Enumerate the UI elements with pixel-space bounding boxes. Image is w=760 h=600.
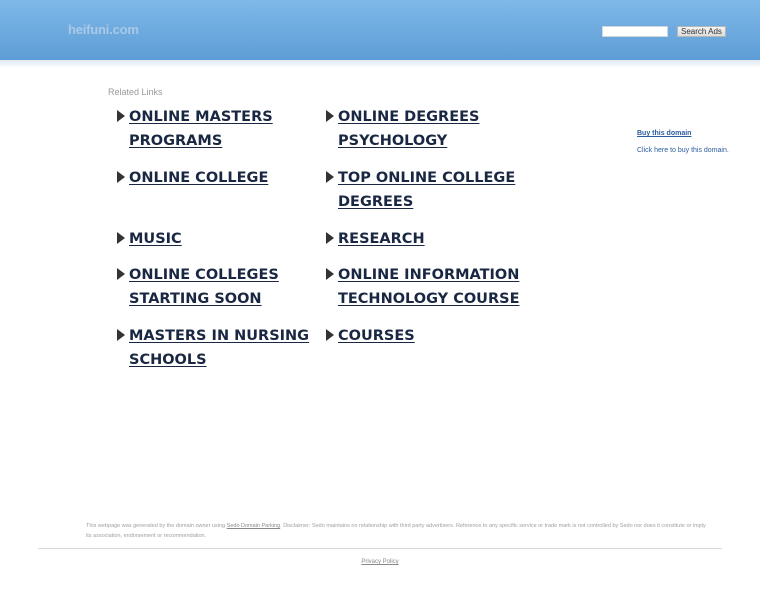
footer-disclaimer: This webpage was generated by the domain owner using Sedo Domain Parking. Disclaimer: Sedo maintains no relationship with third party advertisers. Reference to any specific service or trade mark is not controlled by Sedo nor does it constitute or imply its association, endorsement or recommendation. [86,523,706,539]
related-link[interactable] [338,324,538,348]
header-bar [0,0,760,60]
site-title: heifuni.com [68,22,139,37]
related-link-text[interactable]: MASTERS IN NURSING SCHOOLS [129,328,310,368]
arrow-right-icon [326,171,334,183]
header-shadow [0,60,760,68]
buy-domain-description: Click here to buy this domain. [637,147,729,154]
search-input[interactable] [602,26,668,37]
related-link-text[interactable]: ONLINE INFORMATION TECHNOLOGY COURSE [338,267,520,307]
related-link-text[interactable]: ONLINE COLLEGES STARTING SOON [129,267,279,307]
arrow-right-icon [326,110,334,122]
related-link-text[interactable]: RESEARCH [338,231,425,247]
sedo-parking-link[interactable]: Sedo Domain Parking [226,523,281,529]
arrow-right-icon [117,110,125,122]
related-link[interactable] [338,263,538,311]
related-link-text[interactable]: ONLINE MASTERS PROGRAMS [129,109,273,149]
footer-divider [38,548,722,549]
arrow-right-icon [117,329,125,341]
related-links-heading: Related Links [108,87,163,97]
related-link[interactable] [338,105,538,153]
arrow-right-icon [326,268,334,280]
privacy-policy-link[interactable]: Privacy Policy [361,559,399,565]
related-link[interactable] [129,105,329,153]
search-ads-button[interactable]: Search Ads [677,26,726,37]
related-link[interactable] [338,166,538,214]
related-link-text[interactable]: ONLINE DEGREES PSYCHOLOGY [338,109,480,149]
related-link-text[interactable]: COURSES [338,328,415,344]
related-link-text[interactable]: TOP ONLINE COLLEGE DEGREES [338,170,516,210]
related-link[interactable] [129,227,329,251]
arrow-right-icon [117,171,125,183]
arrow-right-icon [326,232,334,244]
related-link[interactable] [129,324,329,372]
arrow-right-icon [117,232,125,244]
related-link-text[interactable]: ONLINE COLLEGE [129,170,269,186]
related-link[interactable] [338,227,538,251]
related-link[interactable] [129,166,329,190]
arrow-right-icon [117,268,125,280]
related-link[interactable] [129,263,329,311]
related-link-text[interactable]: MUSIC [129,231,182,247]
arrow-right-icon [326,329,334,341]
buy-domain-link[interactable]: Buy this domain [637,130,692,137]
